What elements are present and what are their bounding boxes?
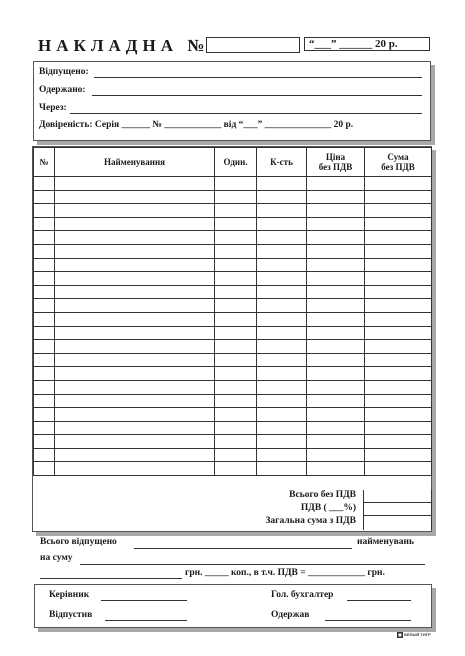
table-cell[interactable] [215,285,257,299]
table-cell[interactable] [34,190,55,204]
table-row [34,217,432,231]
table-cell[interactable] [307,299,365,313]
table-cell[interactable] [365,394,432,408]
table-cell[interactable] [365,285,432,299]
table-cell[interactable] [34,448,55,462]
table-cell[interactable] [215,312,257,326]
money-line: грн. _____ коп., в т.ч. ПДВ = ____________ грн. [185,568,385,578]
table-cell[interactable] [257,285,307,299]
received-by-label: Одержав [271,610,310,620]
table-cell[interactable] [215,272,257,286]
table-header-row [34,148,432,177]
table-cell[interactable] [307,435,365,449]
table-cell[interactable] [55,462,215,476]
table-cell[interactable] [365,326,432,340]
table-cell[interactable] [307,380,365,394]
released-field[interactable] [94,77,422,78]
document-title: НАКЛАДНА № [38,36,210,55]
table-cell[interactable] [34,204,55,218]
table-cell[interactable] [257,408,307,422]
publisher-logo-text: БЕЛЫЙ ТИГР [404,632,431,638]
table-row [34,462,432,476]
table-cell[interactable] [307,231,365,245]
table-cell[interactable] [34,244,55,258]
head-signature-field[interactable] [101,600,187,601]
table-cell[interactable] [55,408,215,422]
table-cell[interactable] [55,190,215,204]
table-cell[interactable] [307,353,365,367]
table-cell[interactable] [215,190,257,204]
table-cell[interactable] [55,231,215,245]
table-cell[interactable] [257,421,307,435]
table-cell[interactable] [257,190,307,204]
col-price: Ціна без ПДВ [307,148,365,177]
table-cell[interactable] [257,258,307,272]
table-cell[interactable] [215,204,257,218]
table-cell[interactable] [55,435,215,449]
table-cell[interactable] [34,326,55,340]
table-cell[interactable] [55,380,215,394]
table-cell[interactable] [365,190,432,204]
table-row [34,258,432,272]
table-row [34,367,432,381]
table-cell[interactable] [257,394,307,408]
table-cell[interactable] [257,326,307,340]
table-cell[interactable] [257,462,307,476]
vat-field[interactable] [363,502,432,516]
table-cell[interactable] [55,217,215,231]
table-cell[interactable] [307,394,365,408]
table-cell[interactable] [307,462,365,476]
table-cell[interactable] [34,299,55,313]
table-cell[interactable] [365,177,432,191]
table-cell[interactable] [215,380,257,394]
table-row [34,394,432,408]
table-cell[interactable] [307,244,365,258]
table-cell[interactable] [34,217,55,231]
table-cell[interactable] [215,367,257,381]
table-row [34,244,432,258]
table-cell[interactable] [55,258,215,272]
head-label: Керівник [49,590,90,600]
col-unit: Один. [215,148,257,177]
table-cell[interactable] [34,272,55,286]
sum-label: на суму [40,553,73,563]
table-row [34,408,432,422]
accountant-signature-field[interactable] [347,600,411,601]
table-cell[interactable] [365,204,432,218]
table-cell[interactable] [34,340,55,354]
table-cell[interactable] [55,285,215,299]
invoice-number-field[interactable] [206,37,300,53]
table-cell[interactable] [307,258,365,272]
table-cell[interactable] [365,312,432,326]
items-table [33,147,432,476]
table-cell[interactable] [34,258,55,272]
table-cell[interactable] [257,231,307,245]
tiger-logo-icon [397,632,403,638]
table-cell[interactable] [307,367,365,381]
table-row [34,353,432,367]
sum-amount-field[interactable] [40,578,182,579]
table-cell[interactable] [55,340,215,354]
table-cell[interactable] [257,353,307,367]
via-label: Через: [39,103,67,113]
table-row [34,326,432,340]
table-cell[interactable] [55,421,215,435]
table-cell[interactable] [215,244,257,258]
table-row [34,190,432,204]
table-cell[interactable] [365,340,432,354]
table-cell[interactable] [34,177,55,191]
table-cell[interactable] [307,448,365,462]
table-cell[interactable] [365,244,432,258]
table-cell[interactable] [365,448,432,462]
table-cell[interactable] [307,421,365,435]
table-row [34,272,432,286]
table-cell[interactable] [257,340,307,354]
table-cell[interactable] [215,326,257,340]
table-row [34,285,432,299]
items-word: найменувань [357,537,414,547]
sum-words-field[interactable] [80,564,425,565]
table-cell[interactable] [307,204,365,218]
table-cell[interactable] [257,380,307,394]
col-sum: Сума без ПДВ [365,148,432,177]
table-cell[interactable] [257,312,307,326]
table-cell[interactable] [215,299,257,313]
table-row [34,435,432,449]
table-cell[interactable] [55,394,215,408]
table-cell[interactable] [365,272,432,286]
table-cell[interactable] [365,367,432,381]
table-cell[interactable] [365,217,432,231]
table-cell[interactable] [257,367,307,381]
table-cell[interactable] [34,367,55,381]
table-cell[interactable] [365,435,432,449]
col-number: № [34,148,55,177]
table-cell[interactable] [34,408,55,422]
table-cell[interactable] [307,408,365,422]
table-cell[interactable] [55,312,215,326]
total-with-vat-label: Загальна сума з ПДВ [265,516,356,526]
table-cell[interactable] [215,448,257,462]
table-row [34,231,432,245]
table-cell[interactable] [215,435,257,449]
table-cell[interactable] [215,258,257,272]
received-label: Одержано: [39,85,86,95]
col-name: Найменування [55,148,215,177]
table-cell[interactable] [257,204,307,218]
table-cell[interactable] [215,177,257,191]
table-cell[interactable] [365,462,432,476]
table-cell[interactable] [257,435,307,449]
table-cell[interactable] [55,244,215,258]
table-row [34,380,432,394]
table-cell[interactable] [55,299,215,313]
via-field[interactable] [70,113,422,114]
received-by-signature-field[interactable] [325,620,411,621]
table-cell[interactable] [55,448,215,462]
table-cell[interactable] [365,231,432,245]
table-cell[interactable] [215,353,257,367]
table-cell[interactable] [365,353,432,367]
table-cell[interactable] [307,217,365,231]
table-row [34,448,432,462]
table-cell[interactable] [55,272,215,286]
released-total-label: Всього відпущено [40,537,117,547]
table-cell[interactable] [215,462,257,476]
table-row [34,299,432,313]
table-cell[interactable] [34,285,55,299]
header-panel [33,61,431,141]
table-cell[interactable] [34,353,55,367]
vat-label: ПДВ ( ___%) [300,503,356,513]
released-by-signature-field[interactable] [105,620,187,621]
table-row [34,340,432,354]
table-cell[interactable] [257,244,307,258]
released-total-field[interactable] [134,548,352,549]
publisher-logo [397,632,431,638]
table-cell[interactable] [257,448,307,462]
released-label: Відпущено: [39,67,89,77]
table-cell[interactable] [365,299,432,313]
table-cell[interactable] [307,177,365,191]
table-cell[interactable] [257,272,307,286]
table-cell[interactable] [365,258,432,272]
table-cell[interactable] [365,380,432,394]
released-by-label: Відпустив [49,610,93,620]
table-cell[interactable] [257,217,307,231]
table-row [34,421,432,435]
table-cell[interactable] [34,394,55,408]
table-cell[interactable] [215,394,257,408]
table-cell[interactable] [34,231,55,245]
accountant-label: Гол. бухгалтер [271,590,334,600]
table-cell[interactable] [307,340,365,354]
table-cell[interactable] [55,353,215,367]
table-cell[interactable] [55,367,215,381]
table-cell[interactable] [215,421,257,435]
received-field[interactable] [92,95,422,96]
table-row [34,312,432,326]
items-table-panel [32,146,432,532]
table-cell[interactable] [34,312,55,326]
table-cell[interactable] [34,421,55,435]
total-with-vat-field[interactable] [363,515,432,530]
table-cell[interactable] [307,285,365,299]
table-cell[interactable] [55,204,215,218]
table-row [34,177,432,191]
col-quantity: К-сть [257,148,307,177]
table-cell[interactable] [34,435,55,449]
invoice-date-field[interactable]: “___” ______ 20 р. [304,37,430,51]
table-cell[interactable] [215,231,257,245]
table-row [34,204,432,218]
table-cell[interactable] [365,421,432,435]
table-cell[interactable] [55,177,215,191]
table-cell[interactable] [215,408,257,422]
table-cell[interactable] [257,299,307,313]
proxy-line: Довіреність: Серія ______ № ____________ від “___” ______________ 20 р. [39,120,354,130]
signatures-panel [34,584,432,628]
total-without-vat-label: Всього без ПДВ [289,490,356,500]
table-cell[interactable] [215,217,257,231]
table-cell[interactable] [34,380,55,394]
table-cell[interactable] [55,326,215,340]
table-cell[interactable] [307,312,365,326]
table-cell[interactable] [307,272,365,286]
table-cell[interactable] [307,326,365,340]
table-cell[interactable] [257,177,307,191]
table-cell[interactable] [307,190,365,204]
table-cell[interactable] [365,408,432,422]
table-cell[interactable] [215,340,257,354]
table-cell[interactable] [34,462,55,476]
